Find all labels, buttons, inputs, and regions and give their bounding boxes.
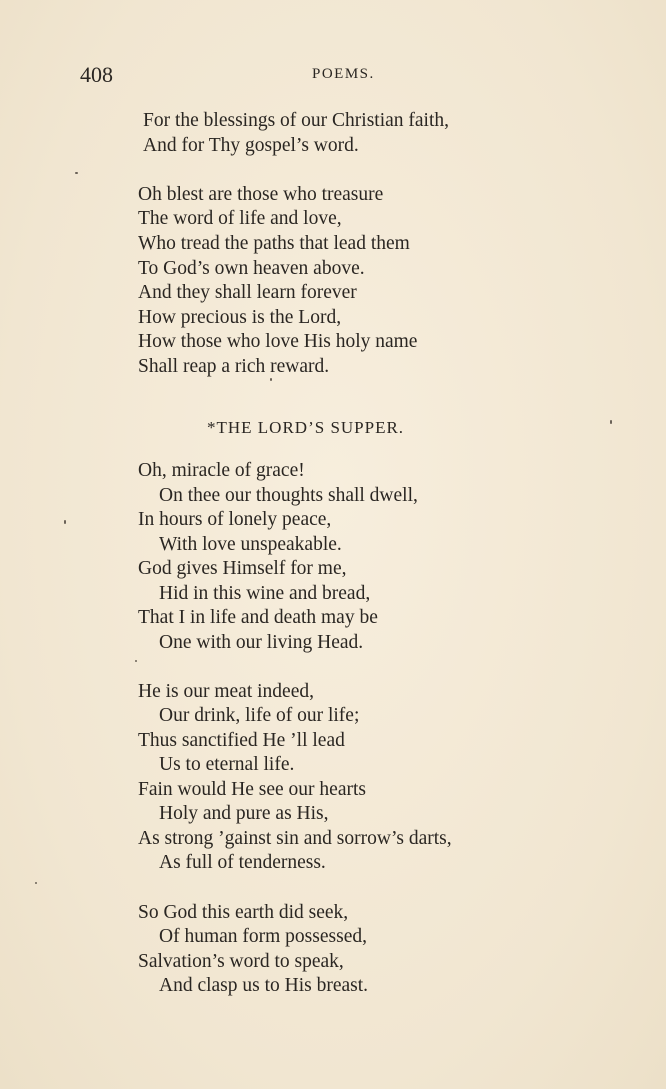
poem-line: Thus sanctified He ’ll lead: [138, 730, 345, 751]
poem-line: And clasp us to His breast.: [159, 975, 369, 996]
paper-speck: [35, 882, 37, 884]
poem-line: Fain would He see our hearts: [138, 779, 366, 800]
poem-line: That I in life and death may be: [138, 607, 378, 628]
poem-line: How precious is the Lord,: [138, 307, 342, 328]
poem-line: And for Thy gospel’s word.: [143, 135, 359, 156]
poem-line: For the blessings of our Christian faith,: [143, 110, 450, 131]
poem-line: To God’s own heaven above.: [138, 258, 365, 279]
paper-speck: [64, 520, 66, 524]
page-number: 408: [80, 62, 113, 87]
page-header: [80, 62, 640, 92]
poem-line: Hid in this wine and bread,: [159, 583, 371, 604]
poem-line: God gives Himself for me,: [138, 558, 347, 579]
paper-speck: [75, 172, 78, 174]
poem-line: Oh blest are those who treasure: [138, 184, 384, 205]
paper-speck: [270, 378, 272, 381]
poem-line: So God this earth did seek,: [138, 902, 349, 923]
poem-line: One with our living Head.: [159, 632, 364, 653]
poem-line: How those who love His holy name: [138, 331, 418, 352]
poem-title: *THE LORD’S SUPPER.: [207, 418, 405, 437]
paper-speck: [135, 660, 137, 662]
poem-line: Shall reap a rich reward.: [138, 356, 330, 377]
poem-line: Of human form possessed,: [159, 926, 367, 947]
poem-line: With love unspeakable.: [159, 534, 342, 555]
poem-line: As full of tenderness.: [159, 852, 326, 873]
poem-line: In hours of lonely peace,: [138, 509, 332, 530]
poem-line: Holy and pure as His,: [159, 803, 329, 824]
poem-line: Oh, miracle of grace!: [138, 460, 305, 481]
poem-line: On thee our thoughts shall dwell,: [159, 485, 418, 506]
paper-speck: [610, 420, 612, 424]
poem-line: The word of life and love,: [138, 208, 342, 229]
poem-line: He is our meat indeed,: [138, 681, 314, 702]
poem-line: Our drink, life of our life;: [159, 705, 360, 726]
poem-line: Who tread the paths that lead them: [138, 233, 410, 254]
poem-line: Salvation’s word to speak,: [138, 951, 344, 972]
poem-line: And they shall learn forever: [138, 282, 357, 303]
poem-line: Us to eternal life.: [159, 754, 295, 775]
poem-line: As strong ’gainst sin and sorrow’s darts,: [138, 828, 452, 849]
running-head: POEMS.: [312, 66, 375, 82]
